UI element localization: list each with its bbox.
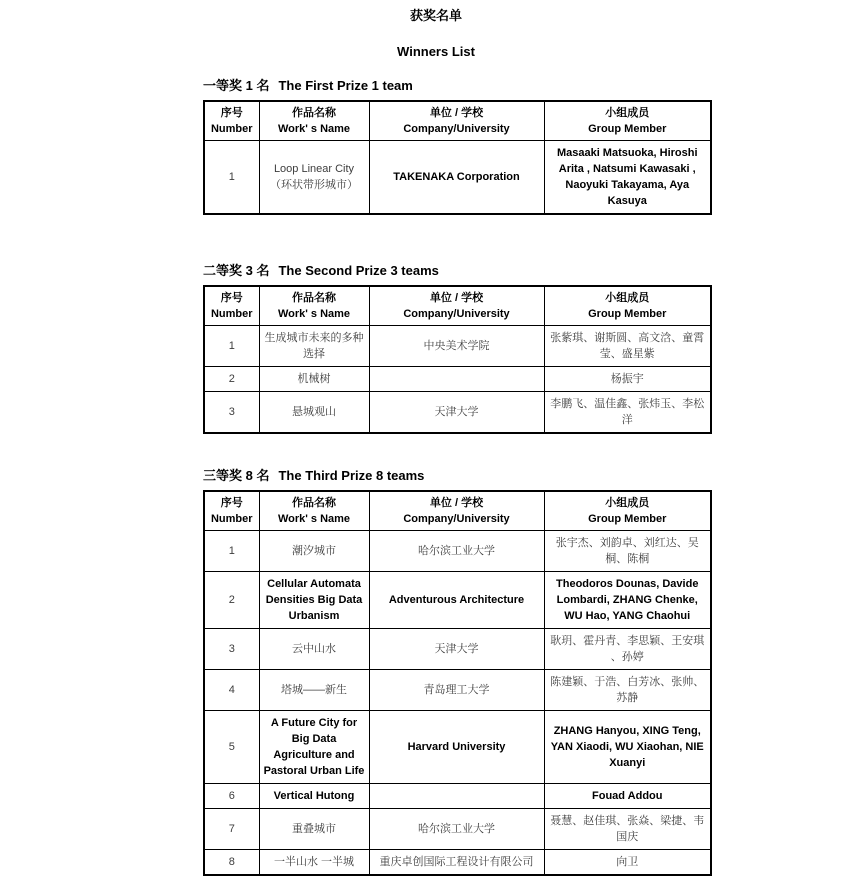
column-header-work (259, 491, 369, 531)
cell-work-name: 机械树 (259, 367, 369, 392)
column-header-number-zh: 序号 (220, 497, 243, 509)
cell-group-members: 李鹏飞、温佳鑫、张炜玉、李松洋 (544, 392, 711, 434)
document-content (160, 0, 712, 876)
cell-work-name: Cellular Automata Densities Big Data Urbanism (259, 572, 369, 629)
cell-group-members: Fouad Addou (544, 784, 711, 809)
column-header-members (544, 101, 711, 141)
cell-number: 8 (204, 850, 259, 876)
cell-company: 天津大学 (369, 392, 544, 434)
cell-company: Adventurous Architecture (369, 572, 544, 629)
table-header-row (204, 286, 711, 326)
table-row (204, 809, 711, 850)
column-header-company (369, 101, 544, 141)
table-row (204, 850, 711, 876)
table-header-row (204, 491, 711, 531)
column-header-number (204, 101, 259, 141)
cell-work-name: Vertical Hutong (259, 784, 369, 809)
table-row (204, 572, 711, 629)
column-header-members (544, 286, 711, 326)
cell-work-name: 悬城观山 (259, 392, 369, 434)
section-heading-english: The Second Prize 3 teams (278, 263, 439, 278)
prize-sections (160, 78, 712, 876)
cell-number: 1 (204, 141, 259, 215)
winners-table-1 (203, 100, 712, 215)
column-header-number-zh: 序号 (220, 107, 243, 119)
column-header-work-en: Work' s Name (277, 308, 351, 320)
cell-number: 2 (204, 367, 259, 392)
prize-section-3 (160, 468, 712, 876)
table-row (204, 629, 711, 670)
cell-company: 哈尔滨工业大学 (369, 809, 544, 850)
cell-work-name: 塔城——新生 (259, 670, 369, 711)
doc-title-english: Winners List (397, 44, 475, 59)
column-header-number (204, 286, 259, 326)
cell-group-members: 聂慧、赵佳琪、张焱、梁捷、韦国庆 (544, 809, 711, 850)
winners-table-3 (203, 490, 712, 876)
table-header-row (204, 101, 711, 141)
column-header-members-en: Group Member (588, 513, 667, 525)
section-heading-chinese: 一等奖 1 名 (203, 78, 270, 93)
column-header-company-en: Company/University (403, 513, 510, 525)
cell-company: 哈尔滨工业大学 (369, 531, 544, 572)
section-heading-chinese: 三等奖 8 名 (203, 468, 270, 483)
cell-number: 5 (204, 711, 259, 784)
cell-number: 6 (204, 784, 259, 809)
section-heading-1 (203, 78, 712, 94)
column-header-members (544, 491, 711, 531)
cell-group-members: 张紫琪、谢斯圆、高文浛、童霄莹、盛星紫 (544, 326, 711, 367)
column-header-members-zh: 小组成员 (605, 107, 650, 119)
column-header-company-en: Company/University (403, 308, 510, 320)
cell-company: TAKENAKA Corporation (369, 141, 544, 215)
column-header-company-zh: 单位 / 学校 (429, 497, 484, 509)
column-header-company-zh: 单位 / 学校 (429, 107, 484, 119)
cell-company: 青岛理工大学 (369, 670, 544, 711)
cell-work-name: 重叠城市 (259, 809, 369, 850)
cell-work-name: 潮汐城市 (259, 531, 369, 572)
cell-number: 2 (204, 572, 259, 629)
cell-number: 3 (204, 392, 259, 434)
doc-title-chinese: 获奖名单 (409, 8, 462, 23)
table-row (204, 141, 711, 215)
column-header-number-zh: 序号 (220, 292, 243, 304)
table-row (204, 670, 711, 711)
column-header-members-en: Group Member (588, 308, 667, 320)
column-header-members-en: Group Member (588, 123, 667, 135)
cell-company: 中央美术学院 (369, 326, 544, 367)
cell-group-members: 向卫 (544, 850, 711, 876)
cell-group-members: 耿玥、霍丹青、李思颖、王安琪 、孙婷 (544, 629, 711, 670)
cell-company: 重庆卓创国际工程设计有限公司 (369, 850, 544, 876)
cell-number: 4 (204, 670, 259, 711)
cell-company (369, 367, 544, 392)
column-header-company (369, 491, 544, 531)
cell-number: 1 (204, 531, 259, 572)
column-header-company-zh: 单位 / 学校 (429, 292, 484, 304)
column-header-work-zh: 作品名称 (292, 497, 336, 509)
cell-company: 天津大学 (369, 629, 544, 670)
cell-company: Harvard University (369, 711, 544, 784)
column-header-work-zh: 作品名称 (292, 107, 336, 119)
cell-number: 3 (204, 629, 259, 670)
cell-work-name: 一半山水 一半城 (259, 850, 369, 876)
prize-section-1 (160, 78, 712, 215)
column-header-work-en: Work' s Name (277, 123, 351, 135)
table-row (204, 711, 711, 784)
winners-table-2 (203, 285, 712, 434)
cell-work-name: 云中山水 (259, 629, 369, 670)
column-header-work (259, 101, 369, 141)
cell-group-members: 张宇杰、刘韵卓、刘红达、吴桐、陈桐 (544, 531, 711, 572)
section-heading-2 (203, 263, 712, 279)
column-header-number-en: Number (210, 513, 253, 525)
table-row (204, 531, 711, 572)
cell-work-name: Loop Linear City（环状带形城市） (259, 141, 369, 215)
column-header-number-en: Number (210, 123, 253, 135)
cell-group-members: ZHANG Hanyou, XING Teng, YAN Xiaodi, WU Xiaohan, NIE Xuanyi (544, 711, 711, 784)
table-row (204, 392, 711, 434)
table-row (204, 367, 711, 392)
column-header-work (259, 286, 369, 326)
table-row (204, 784, 711, 809)
cell-group-members: 杨振宇 (544, 367, 711, 392)
column-header-company-en: Company/University (403, 123, 510, 135)
cell-number: 7 (204, 809, 259, 850)
section-heading-3 (203, 468, 712, 484)
column-header-work-zh: 作品名称 (292, 292, 336, 304)
table-row (204, 326, 711, 367)
column-header-company (369, 286, 544, 326)
cell-work-name: A Future City for Big Data Agriculture and Pastoral Urban Life (259, 711, 369, 784)
cell-work-name: 生成城市未来的多种选择 (259, 326, 369, 367)
column-header-number-en: Number (210, 308, 253, 320)
cell-number: 1 (204, 326, 259, 367)
section-heading-chinese: 二等奖 3 名 (203, 263, 270, 278)
section-heading-english: The Third Prize 8 teams (278, 468, 425, 483)
section-heading-english: The First Prize 1 team (278, 78, 413, 93)
cell-group-members: 陈建颖、于浩、白芳冰、张帅、苏静 (544, 670, 711, 711)
cell-group-members: Masaaki Matsuoka, Hiroshi Arita , Natsumi Kawasaki , Naoyuki Takayama, Aya Kasuya (544, 141, 711, 215)
cell-company (369, 784, 544, 809)
cell-group-members: Theodoros Dounas, Davide Lombardi, ZHANG Chenke, WU Hao, YANG Chaohui (544, 572, 711, 629)
column-header-number (204, 491, 259, 531)
column-header-members-zh: 小组成员 (605, 292, 650, 304)
column-header-work-en: Work' s Name (277, 513, 351, 525)
column-header-members-zh: 小组成员 (605, 497, 650, 509)
prize-section-2 (160, 263, 712, 434)
